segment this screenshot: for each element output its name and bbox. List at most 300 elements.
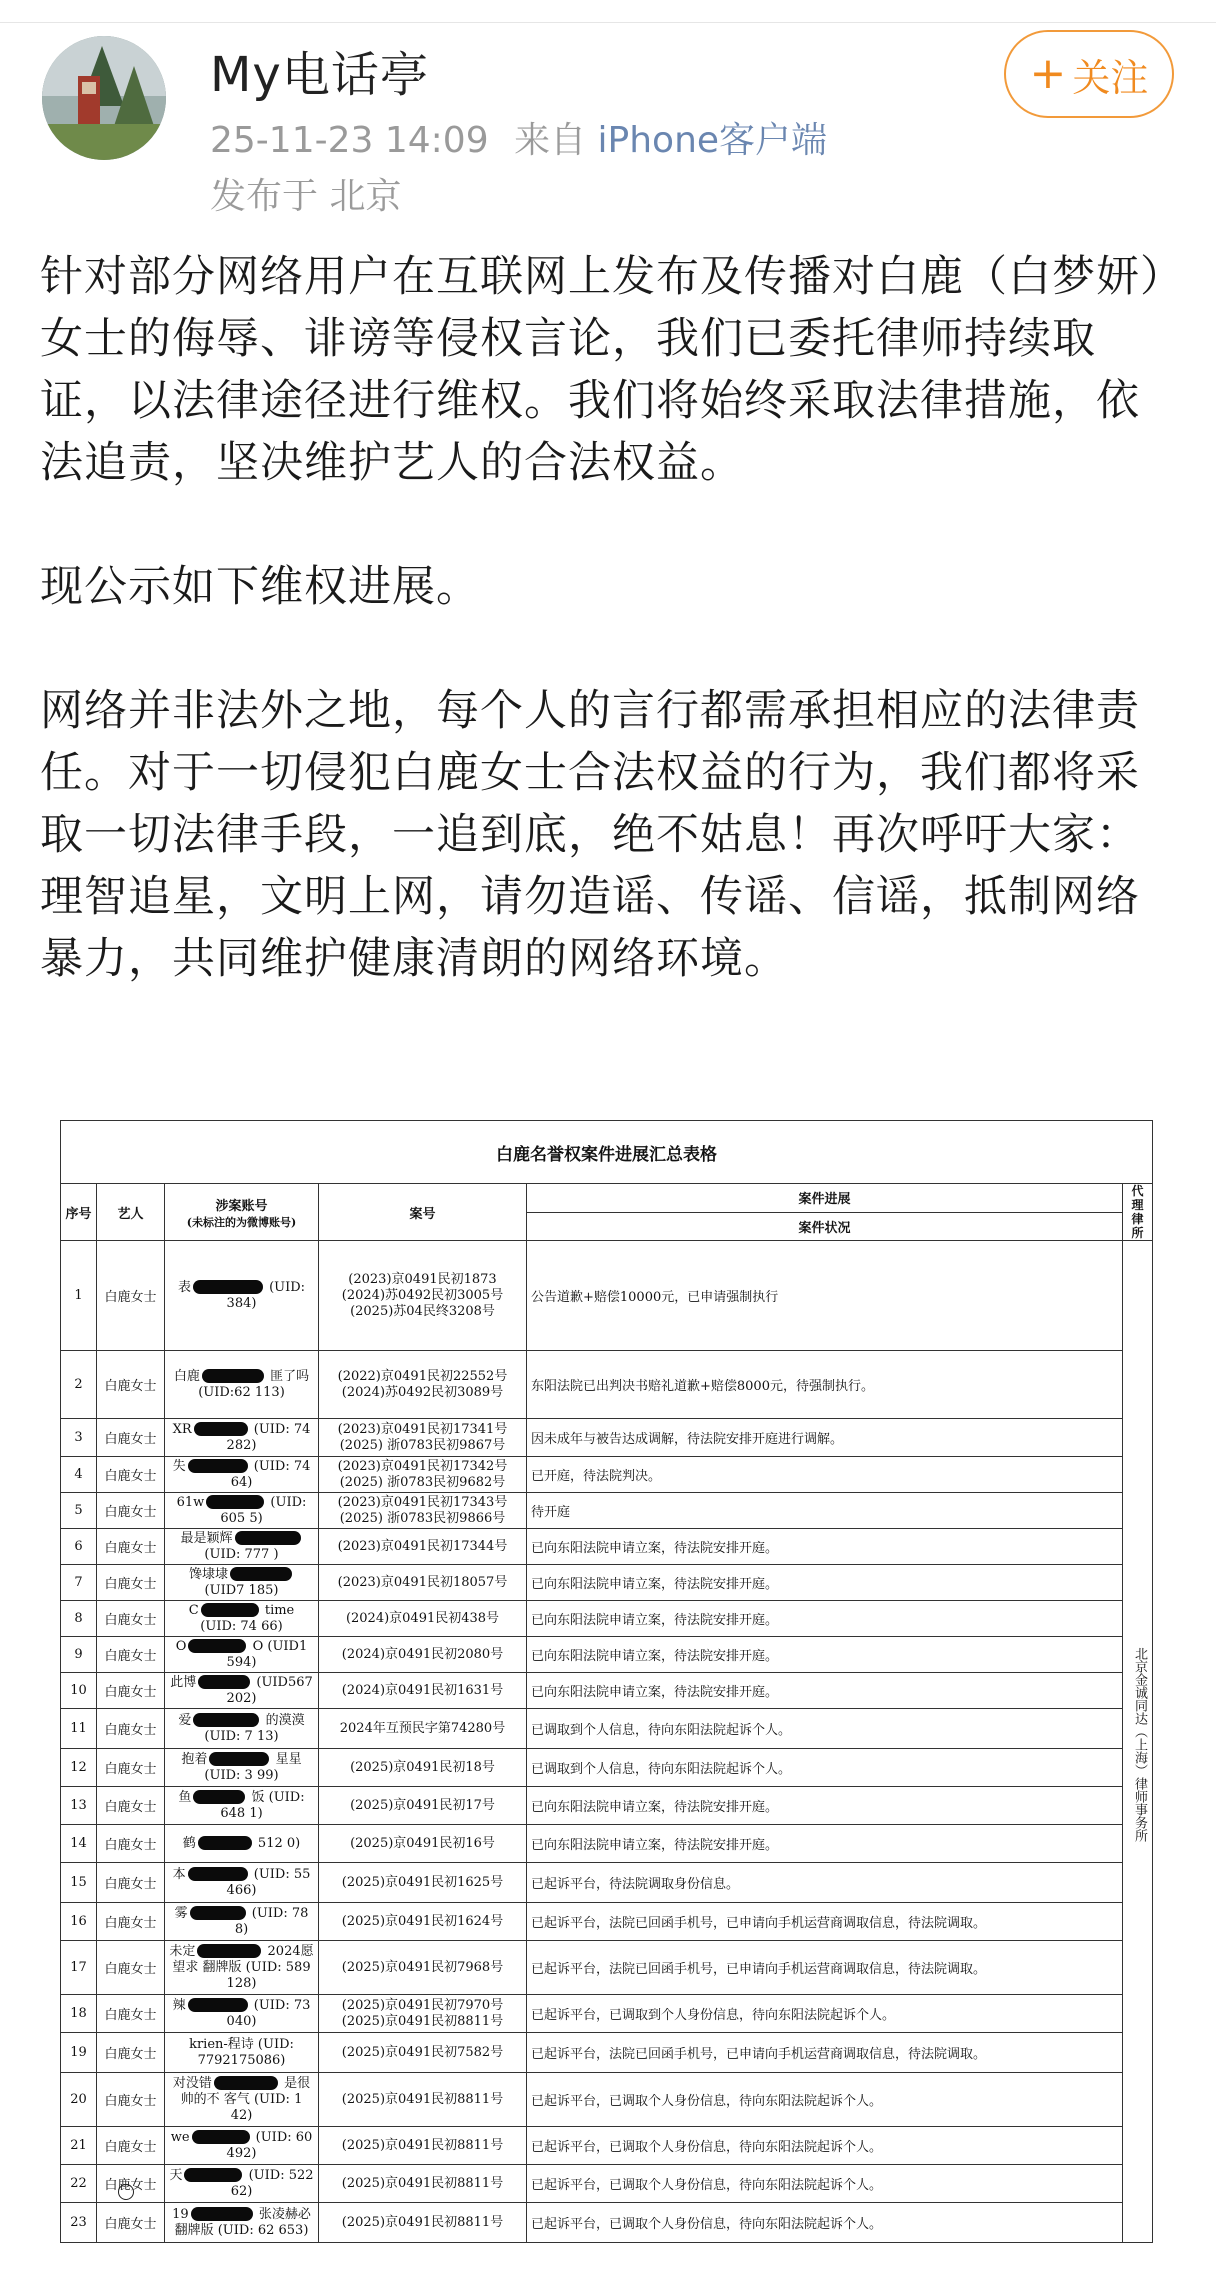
row-account: [165, 1749, 319, 1787]
row-artist: 白鹿女士: [97, 1903, 165, 1941]
account-text: 653): [278, 2222, 309, 2238]
redaction-mark: [193, 1713, 259, 1727]
row-artist: 白鹿女士: [97, 1749, 165, 1787]
row-case-number: [319, 1709, 527, 1749]
account-text: (UID:: [253, 1997, 290, 2013]
row-account: [165, 1903, 319, 1941]
table-row: [61, 1863, 1153, 1903]
account-text: 62): [230, 2183, 253, 2199]
row-artist: 白鹿女士: [97, 1787, 165, 1825]
account-text: (UID:: [251, 1905, 288, 1921]
row-seq: 10: [61, 1673, 97, 1709]
account-text: 辣: [172, 1997, 186, 2013]
account-text: 1: [294, 2091, 303, 2107]
account-text: 鹤: [182, 1835, 196, 1851]
table-row: [61, 1825, 1153, 1863]
case-table: [60, 1120, 1153, 2243]
row-seq: 16: [61, 1903, 97, 1941]
row-account: [165, 1419, 319, 1457]
redaction-mark: [194, 1422, 248, 1436]
redaction-mark: [198, 1836, 252, 1850]
account-text: 8): [234, 1921, 249, 1937]
account-text: 最是颖辉: [180, 1530, 233, 1546]
row-seq: 14: [61, 1825, 97, 1863]
account-text: 19: [172, 2206, 189, 2222]
table-row: [61, 2165, 1153, 2203]
account-text: 99): [256, 1767, 279, 1783]
account-text: 13): [256, 1728, 279, 1744]
case-number: (2025) 浙0783民初9682号: [339, 1474, 506, 1490]
redaction-mark: [206, 1495, 264, 1509]
case-number: (2024)京0491民初1631号: [341, 1682, 504, 1698]
case-number: (2025)京0491民初8811号: [341, 2091, 504, 2107]
row-case-number: [319, 1825, 527, 1863]
account-text: (UID:62: [198, 1384, 251, 1400]
row-status: 已调取到个人信息，待向东阳法院起诉个人。: [527, 1709, 1123, 1749]
account-text: 522: [288, 2167, 314, 2183]
account-text: (UID: 74: [253, 1421, 311, 1437]
table-row: [61, 1941, 1153, 1995]
table-row: [61, 1749, 1153, 1787]
redaction-mark: [209, 1752, 269, 1766]
redaction-mark: [188, 1459, 248, 1473]
row-account: [165, 1637, 319, 1673]
row-artist: 白鹿女士: [97, 1995, 165, 2033]
table-row: [61, 1637, 1153, 1673]
source-prefix: 来自: [514, 120, 587, 161]
case-number: (2025) 浙0783民初9867号: [339, 1437, 506, 1453]
row-seq: 2: [61, 1351, 97, 1419]
row-account: [165, 1673, 319, 1709]
row-account: [165, 1529, 319, 1565]
account-text: 此博: [170, 1674, 197, 1690]
table-row: [61, 1493, 1153, 1529]
header-progress-group: 案件进展: [527, 1184, 1123, 1213]
table-row: [61, 1351, 1153, 1419]
row-status: 已起诉平台，法院已回函手机号，已申请向手机运营商调取信息，待法院调取。: [527, 2033, 1123, 2073]
table-row: [61, 1529, 1153, 1565]
header-artist: 艺人: [97, 1184, 165, 1241]
row-case-number: [319, 1529, 527, 1565]
row-seq: 1: [61, 1241, 97, 1351]
account-text: 匪了吗: [270, 1368, 310, 1384]
row-seq: 12: [61, 1749, 97, 1787]
row-account: [165, 2127, 319, 2165]
table-row: [61, 1419, 1153, 1457]
row-status: 已向东阳法院申请立案，待法院安排开庭。: [527, 1673, 1123, 1709]
header-agent: 代理律所: [1123, 1184, 1153, 1241]
account-text: (UID:: [269, 1279, 306, 1295]
case-number: (2025)京0491民初8811号: [341, 2175, 504, 2191]
row-status: 已起诉平台，法院已回函手机号，已申请向手机运营商调取信息，待法院调取。: [527, 1941, 1123, 1995]
account-text: 1): [249, 1805, 263, 1821]
case-number: (2023)京0491民初17342号: [337, 1458, 508, 1474]
redaction-mark: [188, 1867, 248, 1881]
account-text: (UID: 7: [204, 1728, 253, 1744]
account-text: 113): [254, 1384, 285, 1400]
case-number: (2024)苏0492民初3089号: [341, 1384, 504, 1400]
account-text: 翻牌版 (UID:: [202, 1959, 282, 1975]
row-account: [165, 1601, 319, 1637]
row-artist: 白鹿女士: [97, 1241, 165, 1351]
table-row: [61, 1565, 1153, 1601]
account-text: 张凌赫必翻牌版: [174, 2206, 311, 2238]
row-artist: 白鹿女士: [97, 2203, 165, 2243]
redaction-mark: [188, 1639, 246, 1653]
avatar[interactable]: [42, 36, 166, 160]
paragraph: 针对部分网络用户在互联网上发布及传播对白鹿（白梦妍）女士的侮辱、诽谤等侵权言论，我们已委托律师持续取证，以法律途径进行维权。我们将始终采取法律措施，依法追责，坚决维护艺人的合法权益。: [40, 252, 1163, 488]
account-text: C: [188, 1602, 199, 1618]
row-case-number: [319, 2073, 527, 2127]
row-artist: 白鹿女士: [97, 1493, 165, 1529]
username[interactable]: My电话亭: [210, 47, 429, 103]
row-status: 已起诉平台，已调取个人身份信息，待向东阳法院起诉个人。: [527, 2203, 1123, 2243]
account-text: O: [252, 1638, 264, 1654]
case-number: (2025)京0491民初18号: [350, 1759, 495, 1775]
row-case-number: [319, 1749, 527, 1787]
paragraph: 网络并非法外之地，每个人的言行都需承担相应的法律责任。对于一切侵犯白鹿女士合法权益的行为，我们都将采取一切法律手段，一追到底，绝不姑息！再次呼吁大家：理智追星，文明上网，请勿造谣、传谣、信谣，抵制网络暴力，共同维护健康清朗的网络环境。: [40, 686, 1140, 984]
account-text: 0): [286, 1835, 301, 1851]
case-number: (2023)京0491民初1873: [348, 1271, 497, 1287]
account-text: ): [273, 1546, 279, 1562]
account-text: 鱼: [178, 1789, 192, 1805]
account-text: 78: [291, 1905, 309, 1921]
case-table-image[interactable]: [60, 1120, 1156, 2270]
case-number: (2025)京0491民初1624号: [341, 1913, 504, 1929]
row-artist: 白鹿女士: [97, 2073, 165, 2127]
account-text: 雾: [174, 1905, 188, 1921]
post-meta: [210, 112, 827, 163]
account-text: time: [264, 1602, 295, 1618]
table-row: [61, 2203, 1153, 2243]
account-text: 的漠漠: [265, 1712, 305, 1728]
row-account: [165, 1787, 319, 1825]
row-account: [165, 1941, 319, 1995]
timestamp: 25-11-23 14:09: [210, 120, 489, 161]
row-case-number: [319, 1903, 527, 1941]
account-text: 2024愿望求: [172, 1943, 314, 1975]
case-number: (2023)京0491民初17343号: [337, 1494, 508, 1510]
redaction-mark: [184, 2168, 242, 2182]
case-number: (2025)京0491民初8811号: [341, 2137, 504, 2153]
account-text: (UID: 74: [200, 1618, 257, 1634]
account-text: 648: [220, 1805, 246, 1821]
row-account: [165, 1995, 319, 2033]
row-case-number: [319, 1457, 527, 1493]
row-status: 已向东阳法院申请立案，待法院安排开庭。: [527, 1825, 1123, 1863]
row-case-number: [319, 1863, 527, 1903]
row-case-number: [319, 1673, 527, 1709]
account-text: 60: [295, 2129, 313, 2145]
row-status: 因未成年与被告达成调解，待法院安排开庭进行调解。: [527, 1419, 1123, 1457]
redaction-mark: [188, 1998, 248, 2012]
redaction-mark: [198, 1675, 250, 1689]
header-account-note: (未标注的为微博账号): [186, 1215, 297, 1229]
row-seq: 22: [61, 2165, 97, 2203]
account-text: 594): [226, 1654, 257, 1670]
row-artist: 白鹿女士: [97, 2127, 165, 2165]
row-seq: 23: [61, 2203, 97, 2243]
row-account: [165, 1825, 319, 1863]
redaction-mark: [197, 1944, 261, 1958]
case-number: (2023)京0491民初18057号: [337, 1574, 508, 1590]
case-number: (2025)京0491民初8811号: [341, 2214, 504, 2230]
redaction-mark: [230, 1567, 292, 1581]
row-seq: 8: [61, 1601, 97, 1637]
account-text: 61w: [176, 1494, 205, 1510]
account-text: krien-程诗 (UID:: [189, 2036, 294, 2052]
row-artist: 白鹿女士: [97, 1565, 165, 1601]
row-seq: 3: [61, 1419, 97, 1457]
row-agent-firm: 北京金诚同达（上海）律师事务所: [1123, 1241, 1153, 2243]
row-status: 已起诉平台，已调取个人身份信息，待向东阳法院起诉个人。: [527, 2165, 1123, 2203]
table-row: [61, 1457, 1153, 1493]
table-row: [61, 1673, 1153, 1709]
row-case-number: [319, 1601, 527, 1637]
row-artist: 白鹿女士: [97, 1529, 165, 1565]
account-text: 512: [257, 1835, 283, 1851]
case-number: 2024年互预民字第74280号: [339, 1720, 506, 1736]
row-artist: 白鹿女士: [97, 1941, 165, 1995]
row-seq: 18: [61, 1995, 97, 2033]
follow-label: 关注: [1072, 55, 1149, 100]
account-text: 未定: [169, 1943, 196, 1959]
account-text: (UID:: [248, 2167, 285, 2183]
follow-button[interactable]: [1004, 30, 1174, 118]
table-row: [61, 1709, 1153, 1749]
redaction-mark: [214, 2076, 278, 2090]
account-text: 66): [261, 1618, 283, 1634]
case-number: (2023)京0491民初17344号: [337, 1538, 508, 1554]
case-number: (2025)京0491民初17号: [350, 1797, 495, 1813]
redaction-mark: [235, 1531, 301, 1545]
account-text: 是很帅的不: [180, 2075, 311, 2107]
account-text: 客气 (UID:: [223, 2091, 290, 2107]
row-artist: 白鹿女士: [97, 1457, 165, 1493]
row-artist: 白鹿女士: [97, 1825, 165, 1863]
row-seq: 19: [61, 2033, 97, 2073]
account-text: 7792175086): [197, 2052, 286, 2068]
row-seq: 17: [61, 1941, 97, 1995]
row-status: 已起诉平台，已调取个人身份信息，待向东阳法院起诉个人。: [527, 2127, 1123, 2165]
row-seq: 4: [61, 1457, 97, 1493]
row-case-number: [319, 1493, 527, 1529]
avatar-photo: [42, 36, 166, 160]
table-row: [61, 1995, 1153, 2033]
row-artist: 白鹿女士: [97, 1601, 165, 1637]
account-text: 282): [226, 1437, 257, 1453]
row-case-number: [319, 2203, 527, 2243]
account-text: 抱着: [181, 1751, 208, 1767]
row-case-number: [319, 2165, 527, 2203]
row-artist: 白鹿女士: [97, 2033, 165, 2073]
row-seq: 15: [61, 1863, 97, 1903]
row-status: 已起诉平台，已调取到个人身份信息，待向东阳法院起诉个人。: [527, 1995, 1123, 2033]
row-status: 已向东阳法院申请立案，待法院安排开庭。: [527, 1529, 1123, 1565]
account-text: 对没错: [172, 2075, 212, 2091]
redaction-mark: [191, 2207, 253, 2221]
table-row: [61, 1787, 1153, 1825]
row-artist: 白鹿女士: [97, 1637, 165, 1673]
account-text: 爱: [178, 1712, 192, 1728]
row-status: 已向东阳法院申请立案，待法院安排开庭。: [527, 1787, 1123, 1825]
case-number: (2025)苏04民终3208号: [350, 1303, 495, 1319]
row-artist: 白鹿女士: [97, 1709, 165, 1749]
row-case-number: [319, 1995, 527, 2033]
row-account: [165, 1351, 319, 1419]
redaction-mark: [202, 1369, 264, 1383]
row-artist: 白鹿女士: [97, 1351, 165, 1419]
account-text: 466): [226, 1882, 257, 1898]
row-case-number: [319, 1241, 527, 1351]
table-row: [61, 1601, 1153, 1637]
row-account: [165, 1493, 319, 1529]
redaction-mark: [201, 1603, 259, 1617]
table-row: [61, 1903, 1153, 1941]
header-seq: 序号: [61, 1184, 97, 1241]
case-number: (2024)京0491民初438号: [345, 1610, 500, 1626]
case-rows: [61, 1241, 1153, 2243]
row-status: 待开庭: [527, 1493, 1123, 1529]
case-number: (2025)京0491民初16号: [350, 1835, 495, 1851]
row-status: 已向东阳法院申请立案，待法院安排开庭。: [527, 1637, 1123, 1673]
account-text: 73: [293, 1997, 311, 2013]
row-status: 已调取到个人信息，待向东阳法院起诉个人。: [527, 1749, 1123, 1787]
account-text: (UID:: [255, 2129, 292, 2145]
case-number: (2025)京0491民初8811号: [341, 2013, 504, 2029]
case-number: (2023)京0491民初17341号: [337, 1421, 508, 1437]
account-text: 白鹿: [173, 1368, 200, 1384]
account-text: 天: [169, 2167, 183, 2183]
row-case-number: [319, 1637, 527, 1673]
header-account: [165, 1184, 319, 1241]
account-text: 饭 (UID:: [251, 1789, 305, 1805]
case-number: (2025)京0491民初1625号: [341, 1874, 504, 1890]
account-text: 星星: [275, 1751, 302, 1767]
row-account: [165, 2165, 319, 2203]
redaction-mark: [193, 1790, 245, 1804]
account-text: XR: [172, 1421, 192, 1437]
case-number: (2025) 浙0783民初9866号: [339, 1510, 506, 1526]
account-text: 040): [226, 2013, 257, 2029]
account-text: we: [170, 2129, 190, 2145]
account-text: (UID: 74: [253, 1458, 311, 1474]
location: 发布于 北京: [210, 176, 402, 217]
row-seq: 11: [61, 1709, 97, 1749]
account-text: 384): [226, 1295, 257, 1311]
account-text: 64): [230, 1474, 253, 1490]
row-seq: 9: [61, 1637, 97, 1673]
table-title: 白鹿名誉权案件进展汇总表格: [61, 1121, 1153, 1184]
account-text: 128): [226, 1975, 257, 1991]
row-status: 已起诉平台，法院已回函手机号，已申请向手机运营商调取信息，待法院调取。: [527, 1903, 1123, 1941]
row-seq: 20: [61, 2073, 97, 2127]
row-status: 已开庭，待法院判决。: [527, 1457, 1123, 1493]
account-text: 馋埭埭: [188, 1566, 228, 1582]
row-status: 已向东阳法院申请立案，待法院安排开庭。: [527, 1601, 1123, 1637]
row-seq: 13: [61, 1787, 97, 1825]
case-number: (2022)京0491民初22552号: [337, 1368, 508, 1384]
case-number: (2024)京0491民初2080号: [341, 1646, 504, 1662]
account-text: 492): [226, 2145, 257, 2161]
header-case-no: 案号: [319, 1184, 527, 1241]
row-case-number: [319, 1419, 527, 1457]
account-text: (UID:: [253, 1866, 290, 1882]
row-status: 东阳法院已出判决书赔礼道歉+赔偿8000元，待强制执行。: [527, 1351, 1123, 1419]
case-number: (2025)京0491民初7968号: [341, 1959, 504, 1975]
table-row: [61, 2127, 1153, 2165]
row-account: [165, 1709, 319, 1749]
case-number: (2025)京0491民初7970号: [341, 1997, 504, 2013]
account-text: (UID567: [256, 1674, 313, 1690]
row-case-number: [319, 1787, 527, 1825]
row-case-number: [319, 1941, 527, 1995]
row-artist: 白鹿女士: [97, 2165, 165, 2203]
row-case-number: [319, 1565, 527, 1601]
row-account: [165, 1863, 319, 1903]
row-status: 已向东阳法院申请立案，待法院安排开庭。: [527, 1565, 1123, 1601]
table-row: [61, 2033, 1153, 2073]
row-case-number: [319, 2033, 527, 2073]
redaction-mark: [192, 2130, 250, 2144]
post-text: [40, 246, 1180, 990]
row-account: [165, 1241, 319, 1351]
row-status: 已起诉平台，待法院调取身份信息。: [527, 1863, 1123, 1903]
account-text: (UID: 777: [204, 1546, 270, 1562]
account-text: 失: [172, 1458, 186, 1474]
row-status: 已起诉平台，已调取个人身份信息，待向东阳法院起诉个人。: [527, 2073, 1123, 2127]
header-account-label: 涉案账号: [215, 1198, 268, 1214]
row-artist: 白鹿女士: [97, 1673, 165, 1709]
row-account: [165, 1457, 319, 1493]
row-seq: 5: [61, 1493, 97, 1529]
account-text: (UID: 3: [204, 1767, 253, 1783]
account-text: (UID1: [267, 1638, 308, 1654]
row-seq: 21: [61, 2127, 97, 2165]
account-text: 42): [230, 2107, 253, 2123]
source-client[interactable]: iPhone客户端: [597, 120, 828, 161]
row-status: 公告道歉+赔偿10000元，已申请强制执行: [527, 1241, 1123, 1351]
row-case-number: [319, 2127, 527, 2165]
account-text: O: [175, 1638, 187, 1654]
account-text: 589: [285, 1959, 311, 1975]
redaction-mark: [190, 1906, 246, 1920]
account-text: 本: [172, 1866, 186, 1882]
plus-icon: +: [1029, 48, 1067, 99]
row-seq: 6: [61, 1529, 97, 1565]
row-account: [165, 2203, 319, 2243]
table-row: [61, 1241, 1153, 1351]
case-number: (2025)京0491民初7582号: [341, 2044, 504, 2060]
account-text: 55: [293, 1866, 311, 1882]
row-case-number: [319, 1351, 527, 1419]
account-text: (UID: 62: [217, 2222, 275, 2238]
row-seq: 7: [61, 1565, 97, 1601]
row-artist: 白鹿女士: [97, 1863, 165, 1903]
account-text: (UID: 605: [220, 1494, 307, 1526]
row-artist: 白鹿女士: [97, 1419, 165, 1457]
account-text: 5): [249, 1510, 263, 1526]
header-progress: 案件状况: [527, 1212, 1123, 1241]
table-row: [61, 2073, 1153, 2127]
account-text: 表: [177, 1279, 191, 1295]
case-number: (2024)苏0492民初3005号: [341, 1287, 504, 1303]
account-text: 202): [226, 1690, 257, 1706]
row-account: [165, 2033, 319, 2073]
account-text: (UID7: [204, 1582, 245, 1598]
top-divider: [0, 22, 1216, 23]
cursor-marker: [118, 2184, 134, 2200]
